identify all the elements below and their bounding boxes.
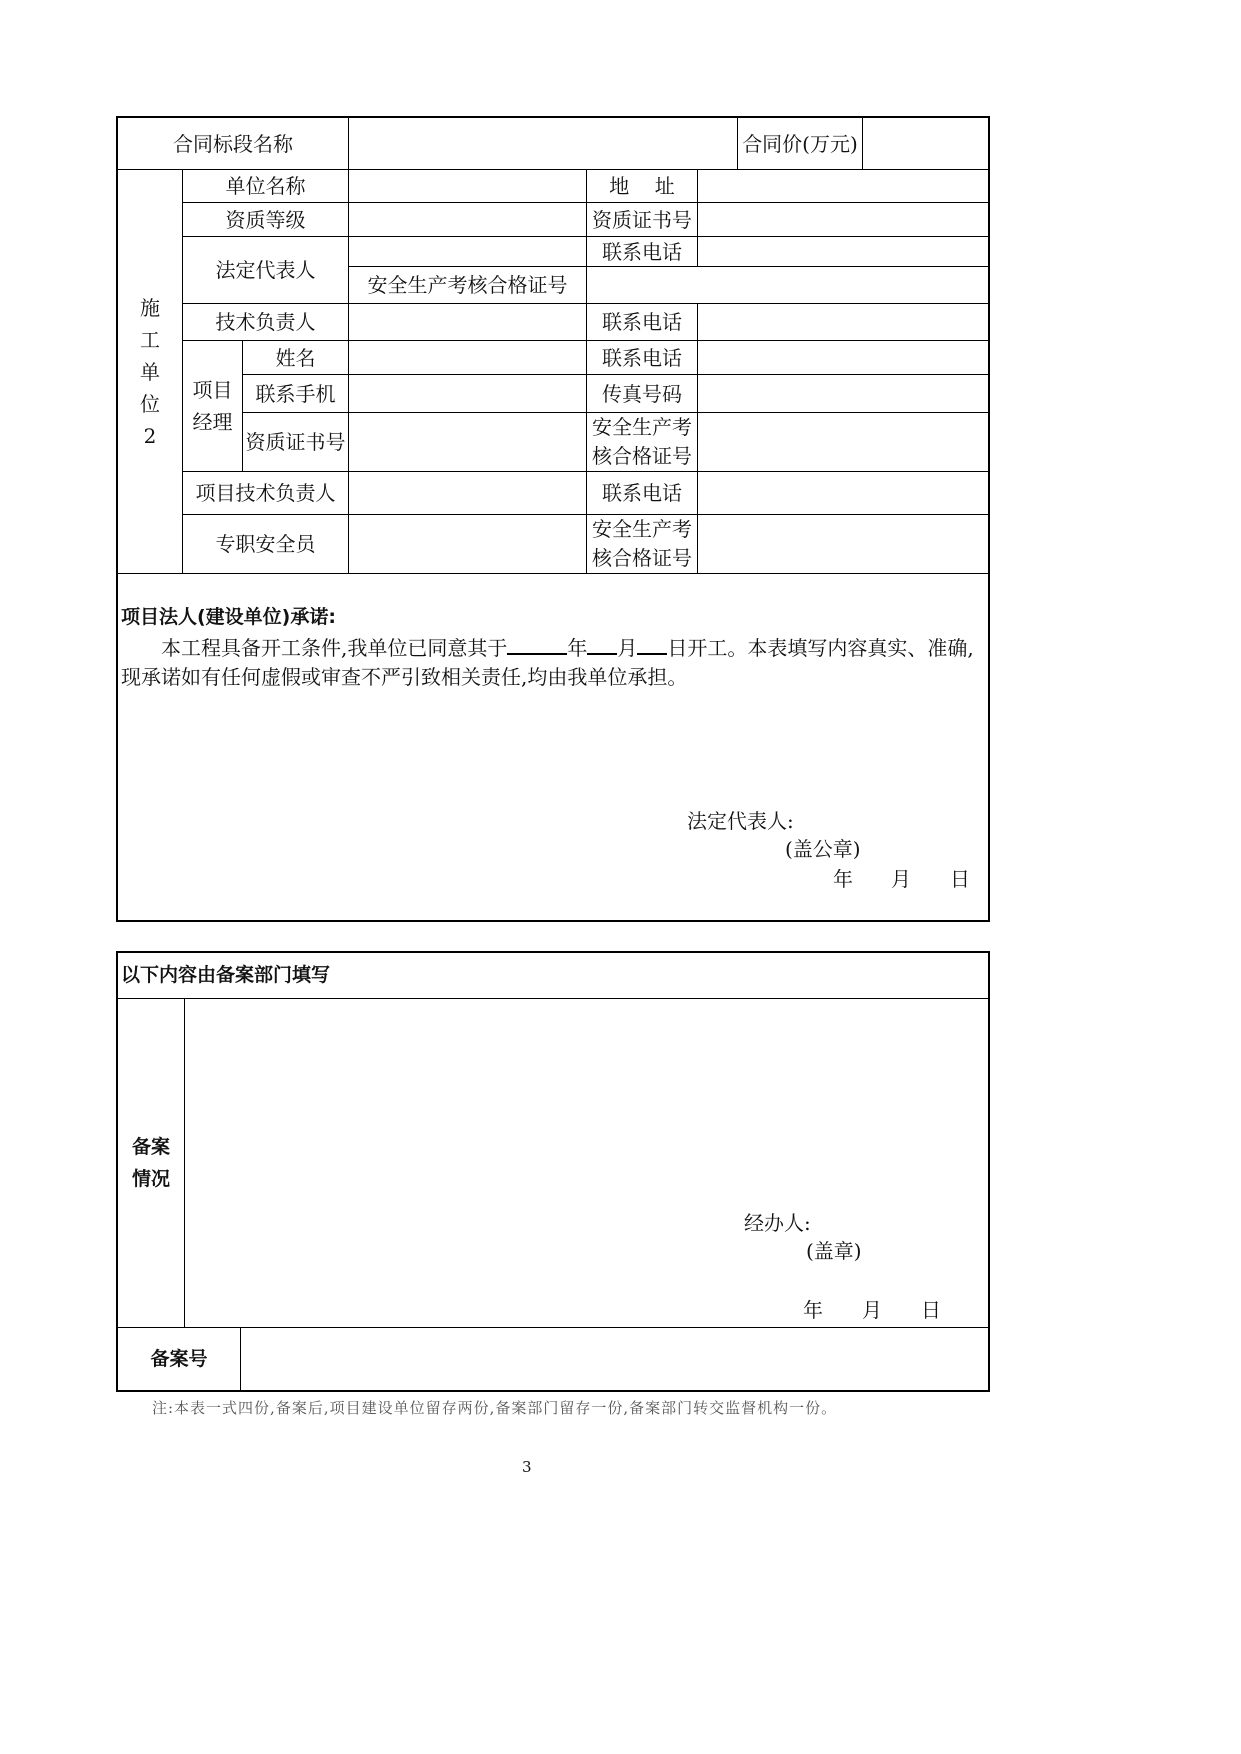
pm-label-line: 项目 — [192, 378, 233, 402]
day-blank[interactable] — [637, 631, 667, 655]
side-char: 位 — [140, 391, 160, 416]
safety-cert-line: 安全生产考 — [592, 415, 692, 439]
safety-cert-line: 安全生产考 — [592, 517, 692, 541]
qualification-cert-no-value[interactable] — [698, 203, 988, 236]
project-manager-label — [183, 341, 242, 471]
pledge-month: 月 — [617, 636, 638, 660]
legal-rep-signer: 法定代表人: — [687, 809, 794, 833]
side-char: 2 — [143, 423, 157, 448]
filing-status-area[interactable] — [185, 999, 988, 1327]
pm-mobile-label: 联系手机 — [255, 381, 336, 406]
tech-lead-phone-value[interactable] — [698, 304, 988, 340]
qualification-cert-no-label: 资质证书号 — [592, 207, 692, 232]
date-year: 年 — [833, 867, 853, 891]
legal-rep-label: 法定代表人 — [215, 258, 316, 282]
pm-label-line: 经理 — [192, 410, 233, 434]
legal-rep-phone-label: 联系电话 — [602, 239, 682, 264]
pm-phone-label: 联系电话 — [602, 345, 682, 370]
pm-name-value[interactable] — [349, 341, 586, 374]
filing-number-label: 备案号 — [150, 1348, 208, 1370]
address-label: 地 址 — [609, 174, 675, 198]
status-label-line: 备案 — [131, 1136, 170, 1158]
year-blank[interactable] — [507, 631, 567, 655]
pm-name-label: 姓名 — [275, 345, 316, 370]
pm-cert-no-label: 资质证书号 — [245, 430, 346, 454]
pm-mobile-value[interactable] — [349, 375, 586, 412]
side-char: 施 — [140, 295, 160, 320]
legal-rep-safety-cert-label: 安全生产考核合格证号 — [367, 273, 568, 297]
pm-safety-cert-label — [587, 413, 697, 471]
company-seal: (盖公章) — [785, 837, 861, 861]
fax-no-value[interactable] — [698, 375, 988, 412]
unit-name-value[interactable] — [349, 170, 586, 202]
contract-price-label: 合同价(万元) — [742, 131, 858, 156]
page-number: 3 — [522, 1458, 532, 1476]
safety-cert-line: 核合格证号 — [592, 444, 692, 468]
status-label-line: 情况 — [131, 1168, 170, 1190]
date-month: 月 — [862, 1298, 882, 1322]
pledge-text-b: 日开工。本表填写内容真实、准确, — [667, 636, 974, 660]
unit-name-label: 单位名称 — [225, 174, 306, 198]
pledge-year: 年 — [567, 636, 588, 660]
tech-lead-label: 技术负责人 — [215, 310, 316, 334]
safety-cert-line: 核合格证号 — [592, 546, 692, 570]
safety-officer-cert-label — [587, 515, 697, 573]
pledge-line-2: 现承诺如有任何虚假或审查不严引致相关责任,均由我单位承担。 — [121, 665, 688, 689]
date-month: 月 — [891, 867, 911, 891]
month-blank[interactable] — [587, 631, 617, 655]
footnote: 注:本表一式四份,备案后,项目建设单位留存两份,备案部门留存一份,备案部门转交监督机构一份。 — [152, 1399, 838, 1417]
pledge-text-a: 本工程具备开工条件,我单位已同意其于 — [161, 636, 508, 660]
date-day: 日 — [921, 1298, 941, 1322]
tech-lead-value[interactable] — [349, 304, 586, 340]
legal-rep-phone-value[interactable] — [698, 237, 988, 266]
construction-unit-side-label — [118, 170, 182, 573]
handler-label: 经办人: — [744, 1211, 811, 1235]
qualification-level-label: 资质等级 — [225, 207, 306, 232]
pm-safety-cert-value[interactable] — [698, 413, 988, 471]
filing-seal: (盖章) — [806, 1239, 862, 1263]
pm-cert-no-value[interactable] — [349, 413, 586, 471]
project-tech-lead-value[interactable] — [349, 472, 586, 514]
contract-section-label: 合同标段名称 — [173, 131, 293, 156]
filing-heading: 以下内容由备案部门填写 — [121, 964, 331, 986]
pledge-heading: 项目法人(建设单位)承诺: — [121, 606, 336, 628]
qualification-level-value[interactable] — [349, 203, 586, 236]
address-value[interactable] — [698, 170, 988, 202]
safety-officer-cert-value[interactable] — [698, 515, 988, 573]
legal-rep-value[interactable] — [349, 237, 586, 266]
safety-officer-value[interactable] — [349, 515, 586, 573]
project-tech-lead-label: 项目技术负责人 — [195, 481, 336, 505]
fax-no-label: 传真号码 — [602, 381, 682, 406]
date-day: 日 — [950, 867, 970, 891]
project-tech-lead-phone-label: 联系电话 — [602, 481, 682, 505]
tech-lead-phone-label: 联系电话 — [602, 310, 682, 334]
filing-status-label — [118, 999, 184, 1327]
project-tech-lead-phone-value[interactable] — [698, 472, 988, 514]
contract-section-value[interactable] — [349, 118, 737, 169]
date-year: 年 — [803, 1298, 823, 1322]
pm-phone-value[interactable] — [698, 341, 988, 374]
side-char: 工 — [140, 327, 160, 352]
safety-officer-label: 专职安全员 — [215, 532, 316, 556]
legal-rep-safety-cert-value[interactable] — [587, 267, 988, 303]
filing-number-value[interactable] — [241, 1328, 988, 1390]
contract-price-value[interactable] — [863, 118, 988, 169]
side-char: 单 — [140, 359, 160, 384]
